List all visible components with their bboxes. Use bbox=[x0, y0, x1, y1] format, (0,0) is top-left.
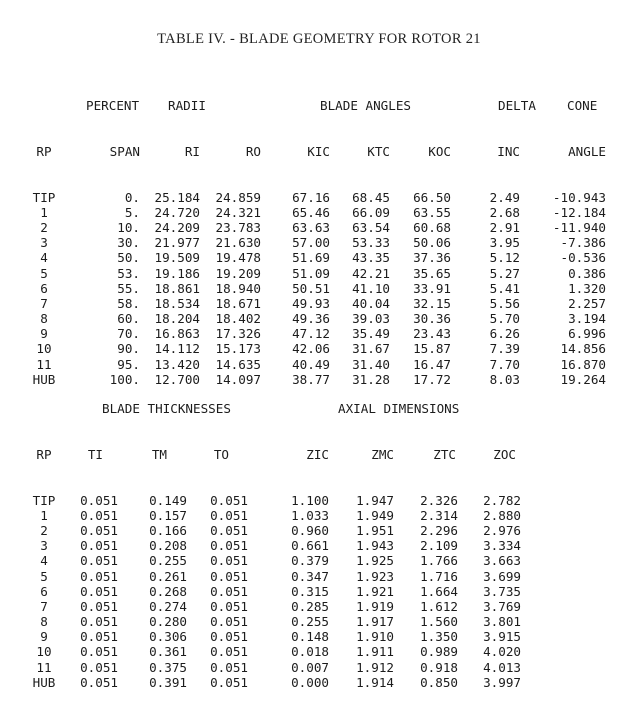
table-row bbox=[0, 311, 638, 326]
cell-zic: 0.007 bbox=[291, 659, 329, 675]
cell-koc: 23.43 bbox=[413, 326, 451, 342]
cell-kic: 51.09 bbox=[292, 265, 330, 281]
cell-inc: 2.91 bbox=[489, 219, 520, 235]
cell-koc: 17.72 bbox=[413, 371, 451, 387]
cell-to: 0.051 bbox=[210, 568, 248, 584]
cell-kic: 40.49 bbox=[292, 356, 330, 372]
row-label: 6 bbox=[40, 280, 48, 296]
cell-ti: 0.051 bbox=[80, 507, 118, 523]
cell-ztc: 2.314 bbox=[420, 507, 458, 523]
cell-tm: 0.255 bbox=[149, 553, 187, 569]
cell-zic: 0.018 bbox=[291, 644, 329, 660]
cell-ti: 0.051 bbox=[80, 583, 118, 599]
cell-angle: -10.943 bbox=[552, 189, 606, 205]
cell-inc: 5.70 bbox=[489, 311, 520, 327]
cell-to: 0.051 bbox=[210, 614, 248, 630]
cell-ri: 12.700 bbox=[154, 371, 200, 387]
cell-ktc: 31.67 bbox=[352, 341, 390, 357]
cell-ztc: 0.989 bbox=[420, 644, 458, 660]
cell-zoc: 2.782 bbox=[483, 492, 521, 508]
cell-span: 70. bbox=[117, 326, 140, 342]
column-header-inc: INC bbox=[497, 144, 520, 159]
column-header-ro: RO bbox=[245, 144, 261, 159]
cell-zic: 0.255 bbox=[291, 614, 329, 630]
cell-span: 60. bbox=[117, 311, 140, 327]
column-header-angle: ANGLE bbox=[568, 144, 606, 159]
cell-zic: 0.315 bbox=[291, 583, 329, 599]
table-row bbox=[0, 357, 638, 372]
cell-zmc: 1.951 bbox=[356, 522, 394, 538]
table-row bbox=[0, 341, 638, 356]
cell-koc: 60.68 bbox=[413, 219, 451, 235]
table-row bbox=[0, 266, 638, 281]
cell-tm: 0.274 bbox=[149, 598, 187, 614]
table-row bbox=[0, 614, 638, 629]
group-header-row bbox=[0, 98, 638, 113]
cell-ktc: 39.03 bbox=[352, 311, 390, 327]
cell-angle: -11.940 bbox=[552, 219, 606, 235]
cell-zmc: 1.910 bbox=[356, 629, 394, 645]
cell-tm: 0.149 bbox=[149, 492, 187, 508]
cell-angle: 3.194 bbox=[568, 311, 606, 327]
cell-angle: -12.184 bbox=[552, 204, 606, 220]
cell-span: 50. bbox=[117, 250, 140, 266]
cell-ri: 25.184 bbox=[154, 189, 200, 205]
cell-tm: 0.375 bbox=[149, 659, 187, 675]
column-header-row bbox=[0, 144, 638, 159]
cell-tm: 0.361 bbox=[149, 644, 187, 660]
table-row bbox=[0, 675, 638, 690]
row-label: HUB bbox=[32, 371, 56, 387]
column-header-row bbox=[0, 447, 638, 462]
cell-tm: 0.157 bbox=[149, 507, 187, 523]
row-label: 4 bbox=[40, 553, 48, 569]
cell-zoc: 4.013 bbox=[483, 659, 521, 675]
group-header-delta: DELTA bbox=[498, 98, 536, 114]
row-label: 10 bbox=[36, 341, 52, 357]
cell-ztc: 2.326 bbox=[420, 492, 458, 508]
row-label: HUB bbox=[32, 674, 56, 690]
group-header-radii: RADII bbox=[168, 98, 206, 114]
cell-inc: 7.39 bbox=[489, 341, 520, 357]
table-row bbox=[0, 190, 638, 205]
group-header-cone: CONE bbox=[567, 98, 598, 114]
cell-ktc: 66.09 bbox=[352, 204, 390, 220]
cell-to: 0.051 bbox=[210, 659, 248, 675]
cell-zmc: 1.947 bbox=[356, 492, 394, 508]
cell-ztc: 1.664 bbox=[420, 583, 458, 599]
table-row bbox=[0, 281, 638, 296]
cell-ztc: 1.766 bbox=[420, 553, 458, 569]
cell-to: 0.051 bbox=[210, 644, 248, 660]
cell-zmc: 1.912 bbox=[356, 659, 394, 675]
cell-ktc: 42.21 bbox=[352, 265, 390, 281]
cell-to: 0.051 bbox=[210, 629, 248, 645]
column-header-ri: RI bbox=[184, 144, 200, 159]
column-header-zmc: ZMC bbox=[371, 447, 394, 462]
cell-zic: 1.100 bbox=[291, 492, 329, 508]
cell-ztc: 1.612 bbox=[420, 598, 458, 614]
cell-ti: 0.051 bbox=[80, 644, 118, 660]
cell-to: 0.051 bbox=[210, 598, 248, 614]
cell-angle: 2.257 bbox=[568, 295, 606, 311]
row-label: 9 bbox=[40, 326, 48, 342]
cell-span: 58. bbox=[117, 295, 140, 311]
cell-zic: 0.285 bbox=[291, 598, 329, 614]
table-row bbox=[0, 508, 638, 523]
cell-to: 0.051 bbox=[210, 674, 248, 690]
cell-inc: 8.03 bbox=[489, 371, 520, 387]
cell-to: 0.051 bbox=[210, 507, 248, 523]
table-row bbox=[0, 660, 638, 675]
cell-angle: -7.386 bbox=[560, 235, 606, 251]
cell-tm: 0.166 bbox=[149, 522, 187, 538]
cell-inc: 5.12 bbox=[489, 250, 520, 266]
cell-kic: 65.46 bbox=[292, 204, 330, 220]
group-header-blade-angles: BLADE ANGLES bbox=[320, 98, 411, 114]
cell-kic: 63.63 bbox=[292, 219, 330, 235]
cell-kic: 49.36 bbox=[292, 311, 330, 327]
cell-ztc: 1.350 bbox=[420, 629, 458, 645]
column-header-tm: TM bbox=[151, 447, 167, 462]
cell-inc: 3.95 bbox=[489, 235, 520, 251]
cell-ztc: 2.296 bbox=[420, 522, 458, 538]
cell-ri: 19.186 bbox=[154, 265, 200, 281]
cell-zoc: 3.663 bbox=[483, 553, 521, 569]
cell-koc: 32.15 bbox=[413, 295, 451, 311]
cell-tm: 0.268 bbox=[149, 583, 187, 599]
cell-ri: 21.977 bbox=[154, 235, 200, 251]
cell-ktc: 43.35 bbox=[352, 250, 390, 266]
table-row bbox=[0, 523, 638, 538]
row-label: 1 bbox=[40, 204, 48, 220]
cell-ro: 14.635 bbox=[215, 356, 261, 372]
cell-ktc: 63.54 bbox=[352, 219, 390, 235]
cell-span: 95. bbox=[117, 356, 140, 372]
cell-ro: 14.097 bbox=[215, 371, 261, 387]
table-row bbox=[0, 220, 638, 235]
row-label: 3 bbox=[40, 538, 48, 554]
cell-ti: 0.051 bbox=[80, 538, 118, 554]
row-label: 11 bbox=[36, 356, 52, 372]
cell-span: 30. bbox=[117, 235, 140, 251]
cell-span: 53. bbox=[117, 265, 140, 281]
table-row bbox=[0, 569, 638, 584]
row-label: TIP bbox=[32, 492, 56, 508]
cell-koc: 50.06 bbox=[413, 235, 451, 251]
table-row bbox=[0, 235, 638, 250]
cell-zic: 0.148 bbox=[291, 629, 329, 645]
cell-ro: 24.321 bbox=[215, 204, 261, 220]
cell-koc: 66.50 bbox=[413, 189, 451, 205]
cell-ro: 23.783 bbox=[215, 219, 261, 235]
cell-ri: 19.509 bbox=[154, 250, 200, 266]
table-body bbox=[0, 493, 638, 690]
cell-koc: 35.65 bbox=[413, 265, 451, 281]
cell-ro: 15.173 bbox=[215, 341, 261, 357]
column-header-to: TO bbox=[213, 447, 229, 462]
cell-kic: 49.93 bbox=[292, 295, 330, 311]
cell-ktc: 31.28 bbox=[352, 371, 390, 387]
cell-ro: 19.478 bbox=[215, 250, 261, 266]
cell-kic: 51.69 bbox=[292, 250, 330, 266]
cell-ti: 0.051 bbox=[80, 598, 118, 614]
cell-koc: 33.91 bbox=[413, 280, 451, 296]
row-label: 4 bbox=[40, 250, 48, 266]
cell-angle: 19.264 bbox=[560, 371, 606, 387]
cell-ti: 0.051 bbox=[80, 492, 118, 508]
cell-tm: 0.208 bbox=[149, 538, 187, 554]
column-header-zoc: ZOC bbox=[493, 447, 516, 462]
cell-ti: 0.051 bbox=[80, 522, 118, 538]
table-row bbox=[0, 205, 638, 220]
cell-span: 90. bbox=[117, 341, 140, 357]
cell-ri: 18.861 bbox=[154, 280, 200, 296]
cell-ri: 14.112 bbox=[154, 341, 200, 357]
row-label: 7 bbox=[40, 598, 48, 614]
cell-ztc: 1.716 bbox=[420, 568, 458, 584]
table-body bbox=[0, 190, 638, 387]
cell-ti: 0.051 bbox=[80, 568, 118, 584]
table-row bbox=[0, 629, 638, 644]
cell-ktc: 31.40 bbox=[352, 356, 390, 372]
column-header-ti: TI bbox=[87, 447, 103, 462]
cell-kic: 50.51 bbox=[292, 280, 330, 296]
cell-span: 0. bbox=[124, 189, 140, 205]
table-row bbox=[0, 538, 638, 553]
cell-ro: 18.402 bbox=[215, 311, 261, 327]
cell-koc: 37.36 bbox=[413, 250, 451, 266]
cell-zmc: 1.911 bbox=[356, 644, 394, 660]
cell-angle: 6.996 bbox=[568, 326, 606, 342]
cell-ro: 21.630 bbox=[215, 235, 261, 251]
cell-zic: 1.033 bbox=[291, 507, 329, 523]
row-label: 2 bbox=[40, 219, 48, 235]
cell-span: 55. bbox=[117, 280, 140, 296]
cell-ri: 24.209 bbox=[154, 219, 200, 235]
group-header-axial-dimensions: AXIAL DIMENSIONS bbox=[338, 401, 460, 417]
cell-ktc: 40.04 bbox=[352, 295, 390, 311]
cell-zoc: 3.699 bbox=[483, 568, 521, 584]
table-row bbox=[0, 553, 638, 568]
cell-zic: 0.960 bbox=[291, 522, 329, 538]
table-row bbox=[0, 599, 638, 614]
row-label: 10 bbox=[36, 644, 52, 660]
cell-zoc: 3.801 bbox=[483, 614, 521, 630]
cell-zmc: 1.921 bbox=[356, 583, 394, 599]
cell-zoc: 2.976 bbox=[483, 522, 521, 538]
cell-kic: 67.16 bbox=[292, 189, 330, 205]
cell-zoc: 3.769 bbox=[483, 598, 521, 614]
cell-ti: 0.051 bbox=[80, 659, 118, 675]
row-label: 3 bbox=[40, 235, 48, 251]
blade-geometry-table bbox=[0, 68, 638, 402]
cell-zmc: 1.923 bbox=[356, 568, 394, 584]
cell-zmc: 1.949 bbox=[356, 507, 394, 523]
cell-ktc: 53.33 bbox=[352, 235, 390, 251]
cell-zoc: 3.334 bbox=[483, 538, 521, 554]
column-header-rp: RP bbox=[36, 447, 52, 462]
cell-zic: 0.661 bbox=[291, 538, 329, 554]
cell-ztc: 0.918 bbox=[420, 659, 458, 675]
cell-zmc: 1.914 bbox=[356, 674, 394, 690]
cell-ti: 0.051 bbox=[80, 553, 118, 569]
cell-koc: 30.36 bbox=[413, 311, 451, 327]
cell-span: 10. bbox=[117, 219, 140, 235]
cell-angle: 1.320 bbox=[568, 280, 606, 296]
cell-kic: 42.06 bbox=[292, 341, 330, 357]
cell-zmc: 1.917 bbox=[356, 614, 394, 630]
row-label: 7 bbox=[40, 295, 48, 311]
cell-ti: 0.051 bbox=[80, 629, 118, 645]
cell-ztc: 0.850 bbox=[420, 674, 458, 690]
cell-ztc: 2.109 bbox=[420, 538, 458, 554]
column-header-kic: KIC bbox=[307, 144, 330, 159]
cell-to: 0.051 bbox=[210, 522, 248, 538]
group-header-blade-thicknesses: BLADE THICKNESSES bbox=[102, 401, 231, 417]
cell-angle: -0.536 bbox=[560, 250, 606, 266]
cell-angle: 16.870 bbox=[560, 356, 606, 372]
cell-to: 0.051 bbox=[210, 492, 248, 508]
row-label: 5 bbox=[40, 568, 48, 584]
cell-zoc: 4.020 bbox=[483, 644, 521, 660]
table-row bbox=[0, 296, 638, 311]
cell-to: 0.051 bbox=[210, 538, 248, 554]
cell-ro: 18.671 bbox=[215, 295, 261, 311]
group-header-percent: PERCENT bbox=[86, 98, 140, 114]
cell-ri: 16.863 bbox=[154, 326, 200, 342]
cell-inc: 2.68 bbox=[489, 204, 520, 220]
column-header-zic: ZIC bbox=[306, 447, 329, 462]
cell-kic: 57.00 bbox=[292, 235, 330, 251]
cell-kic: 47.12 bbox=[292, 326, 330, 342]
cell-ro: 24.859 bbox=[215, 189, 261, 205]
column-header-koc: KOC bbox=[428, 144, 451, 159]
cell-ktc: 35.49 bbox=[352, 326, 390, 342]
cell-ti: 0.051 bbox=[80, 614, 118, 630]
cell-ri: 24.720 bbox=[154, 204, 200, 220]
cell-ztc: 1.560 bbox=[420, 614, 458, 630]
row-label: 6 bbox=[40, 583, 48, 599]
cell-inc: 6.26 bbox=[489, 326, 520, 342]
cell-koc: 16.47 bbox=[413, 356, 451, 372]
table-title: TABLE IV. - BLADE GEOMETRY FOR ROTOR 21 bbox=[157, 31, 481, 47]
row-label: 8 bbox=[40, 311, 48, 327]
row-label: 2 bbox=[40, 522, 48, 538]
cell-ro: 17.326 bbox=[215, 326, 261, 342]
cell-ro: 18.940 bbox=[215, 280, 261, 296]
cell-inc: 2.49 bbox=[489, 189, 520, 205]
cell-span: 5. bbox=[124, 204, 140, 220]
row-label: 8 bbox=[40, 614, 48, 630]
cell-to: 0.051 bbox=[210, 583, 248, 599]
cell-tm: 0.280 bbox=[149, 614, 187, 630]
cell-angle: 0.386 bbox=[568, 265, 606, 281]
table-row bbox=[0, 250, 638, 265]
cell-span: 100. bbox=[109, 371, 140, 387]
column-header-ktc: KTC bbox=[367, 144, 390, 159]
column-header-ztc: ZTC bbox=[433, 447, 456, 462]
cell-zic: 0.000 bbox=[291, 674, 329, 690]
cell-ro: 19.209 bbox=[215, 265, 261, 281]
row-label: 5 bbox=[40, 265, 48, 281]
column-header-span: SPAN bbox=[109, 144, 140, 159]
cell-ktc: 41.10 bbox=[352, 280, 390, 296]
cell-zoc: 3.915 bbox=[483, 629, 521, 645]
cell-inc: 5.56 bbox=[489, 295, 520, 311]
row-label: 9 bbox=[40, 629, 48, 645]
cell-zoc: 2.880 bbox=[483, 507, 521, 523]
cell-koc: 63.55 bbox=[413, 204, 451, 220]
cell-tm: 0.261 bbox=[149, 568, 187, 584]
cell-ri: 18.204 bbox=[154, 311, 200, 327]
row-label: TIP bbox=[32, 189, 56, 205]
cell-ri: 13.420 bbox=[154, 356, 200, 372]
cell-ri: 18.534 bbox=[154, 295, 200, 311]
cell-zmc: 1.943 bbox=[356, 538, 394, 554]
cell-kic: 38.77 bbox=[292, 371, 330, 387]
cell-ti: 0.051 bbox=[80, 674, 118, 690]
cell-koc: 15.87 bbox=[413, 341, 451, 357]
cell-tm: 0.306 bbox=[149, 629, 187, 645]
cell-inc: 7.70 bbox=[489, 356, 520, 372]
table-row bbox=[0, 644, 638, 659]
cell-inc: 5.27 bbox=[489, 265, 520, 281]
cell-zic: 0.379 bbox=[291, 553, 329, 569]
table-row bbox=[0, 493, 638, 508]
row-label: 1 bbox=[40, 507, 48, 523]
cell-zmc: 1.925 bbox=[356, 553, 394, 569]
cell-to: 0.051 bbox=[210, 553, 248, 569]
cell-zmc: 1.919 bbox=[356, 598, 394, 614]
table-row bbox=[0, 326, 638, 341]
group-header-row bbox=[0, 401, 638, 416]
row-label: 11 bbox=[36, 659, 52, 675]
cell-zoc: 3.735 bbox=[483, 583, 521, 599]
cell-zoc: 3.997 bbox=[483, 674, 521, 690]
cell-inc: 5.41 bbox=[489, 280, 520, 296]
cell-ktc: 68.45 bbox=[352, 189, 390, 205]
cell-tm: 0.391 bbox=[149, 674, 187, 690]
table-row bbox=[0, 584, 638, 599]
column-header-rp: RP bbox=[36, 144, 52, 159]
blade-thickness-axial-table bbox=[0, 371, 638, 705]
cell-zic: 0.347 bbox=[291, 568, 329, 584]
cell-angle: 14.856 bbox=[560, 341, 606, 357]
